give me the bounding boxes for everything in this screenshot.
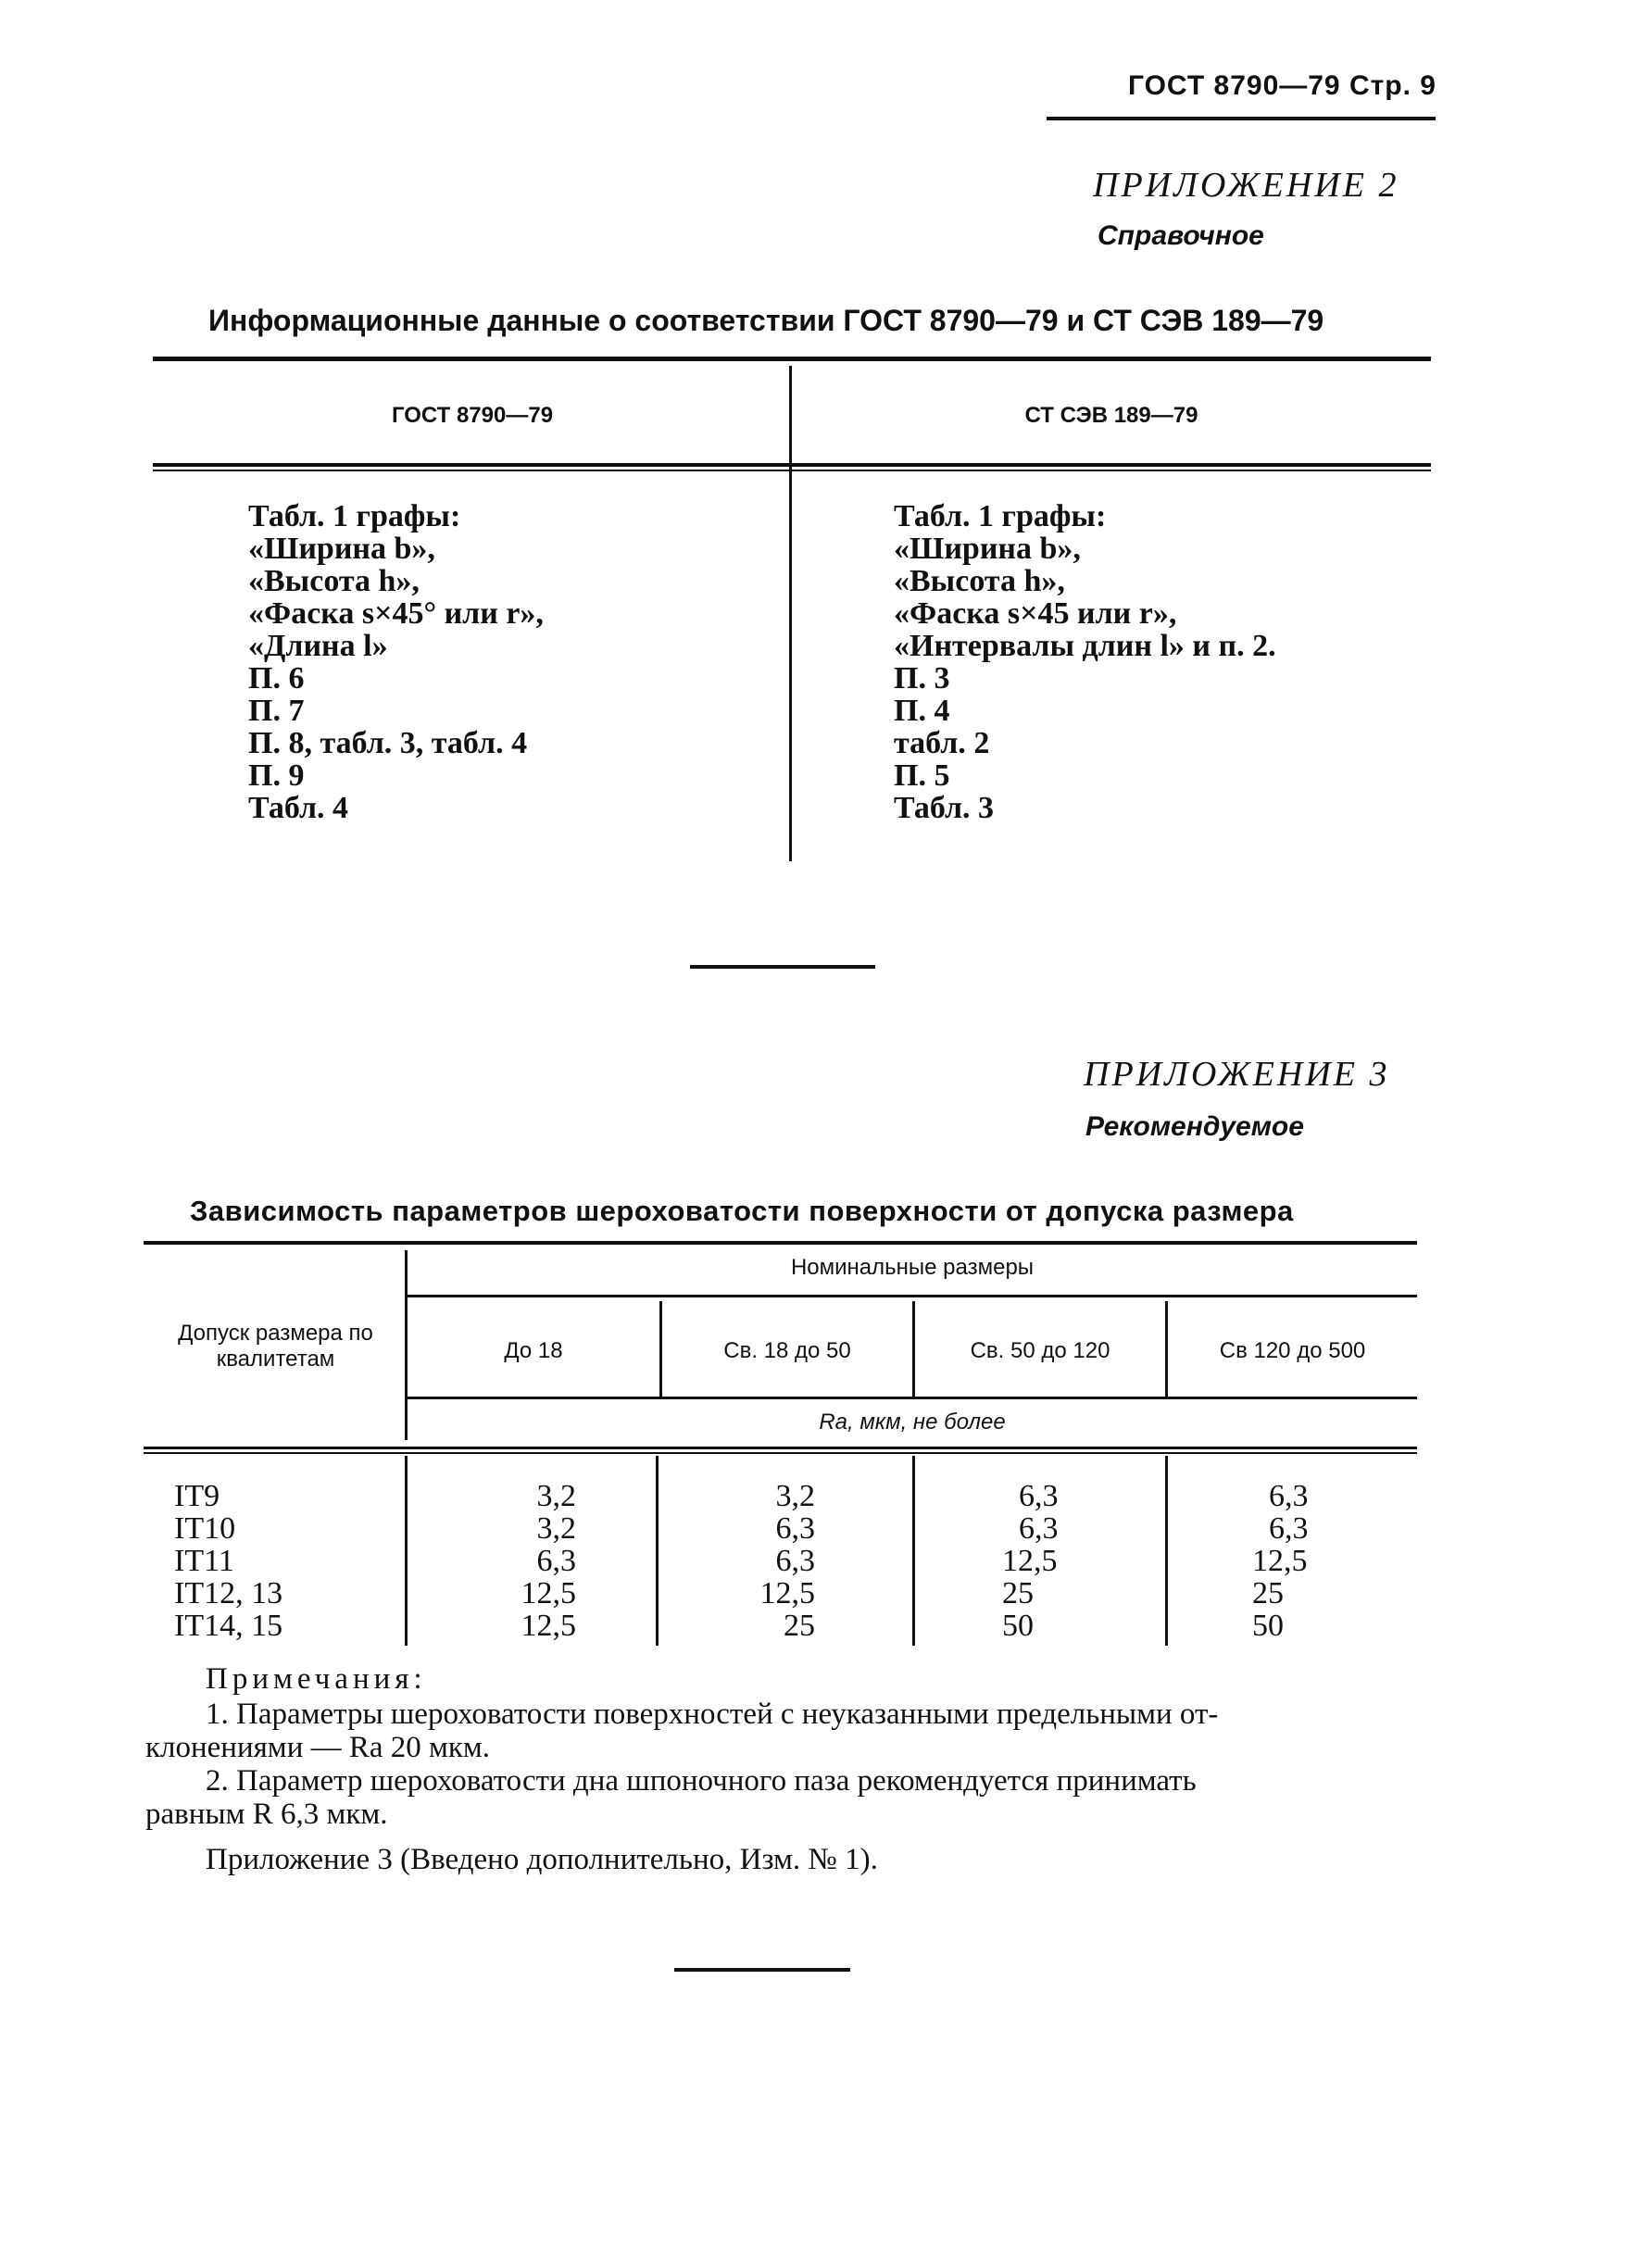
table-cell: 25 — [1252, 1576, 1284, 1610]
table2-col-1: Св. 18 до 50 — [723, 1338, 851, 1363]
header-rule — [1047, 117, 1436, 120]
table1-col-divider — [789, 366, 792, 861]
notes-title: Примечания: — [206, 1662, 427, 1696]
list-item: П. 6 — [248, 661, 305, 695]
table-cell: 12,5 — [1252, 1544, 1308, 1578]
table-cell: 25 — [1002, 1576, 1034, 1610]
list-item: П. 4 — [894, 694, 950, 728]
table2-col-2: Св. 50 до 120 — [970, 1338, 1110, 1363]
notes-body — [145, 1698, 1219, 1831]
note-line: 1. Параметры шероховатости поверхностей с неуказанными предельными от- — [206, 1698, 1219, 1731]
table1-head-rule-2 — [153, 470, 1431, 471]
appendix-3-status: Рекомендуемое — [1085, 1111, 1304, 1142]
table-cell: 6,3 — [775, 1511, 815, 1546]
table1-col-sev: СТ СЭВ 189—79 — [1024, 403, 1198, 428]
table2-body-rule-2 — [144, 1452, 1417, 1454]
list-item: П. 8, табл. 3, табл. 4 — [248, 726, 528, 760]
table2-body-divider — [405, 1456, 408, 1646]
appendix-3-footer: Приложение 3 (Введено дополнительно, Изм. № 1). — [206, 1843, 878, 1876]
list-item: Табл. 4 — [248, 791, 349, 825]
list-item: П. 3 — [894, 661, 950, 695]
table-cell: 12,5 — [759, 1576, 815, 1610]
table2-tol-col — [174, 1480, 282, 1642]
list-item: «Фаска s×45 или r», — [894, 596, 1177, 631]
list-item: П. 5 — [894, 758, 950, 793]
table2-unit-rule — [408, 1397, 1417, 1399]
list-item: П. 7 — [248, 694, 305, 728]
table1-head-rule — [153, 463, 1431, 467]
list-item: «Длина l» — [248, 629, 388, 663]
list-item: Табл. 3 — [894, 791, 995, 825]
table2-unit-row: Ra, мкм, не более — [819, 1410, 1006, 1435]
appendix-3-title: Зависимость параметров шероховатости поверхности от допуска размера — [190, 1195, 1294, 1227]
table2-body-rule — [144, 1447, 1417, 1449]
table-cell: 3,2 — [536, 1511, 576, 1546]
table2-body-divider — [912, 1456, 915, 1646]
list-item: Табл. 1 графы: — [248, 499, 461, 533]
note-line: клонениями — Ra 20 мкм. — [145, 1731, 491, 1764]
table1-right-list — [894, 500, 1276, 824]
table1-left-list — [248, 500, 544, 824]
list-item: «Высота h», — [248, 564, 420, 598]
section-separator — [690, 965, 875, 969]
page-header: ГОСТ 8790—79 Стр. 9 — [1127, 70, 1437, 101]
appendix-2-title: Информационные данные о соответствии ГОСТ 8790—79 и СТ СЭВ 189—79 — [208, 304, 1324, 337]
list-item: «Ширина b», — [894, 532, 1081, 566]
table-cell: IT10 — [174, 1511, 236, 1546]
table2-body-divider — [656, 1456, 659, 1646]
table-cell: IT9 — [174, 1479, 220, 1513]
table-cell: 6,3 — [775, 1544, 815, 1578]
table1-top-rule — [153, 357, 1431, 361]
table-cell: 6,3 — [1269, 1511, 1309, 1546]
table-cell: 6,3 — [1269, 1479, 1309, 1513]
table2-val-col-2 — [1002, 1480, 1059, 1642]
list-item: Табл. 1 графы: — [894, 499, 1107, 533]
table-cell: IT12, 13 — [174, 1576, 283, 1610]
table-cell: 12,5 — [521, 1576, 576, 1610]
list-item: «Фаска s×45° или r», — [248, 596, 544, 631]
table-cell: 6,3 — [536, 1544, 576, 1578]
table2-row-header: Допуск размера по квалитетам — [178, 1321, 373, 1372]
table2-group-header: Номинальные размеры — [790, 1255, 1035, 1280]
list-item: «Высота h», — [894, 564, 1065, 598]
table-cell: 6,3 — [1019, 1511, 1059, 1546]
table-cell: 12,5 — [1002, 1544, 1058, 1578]
note-line: равным R 6,3 мкм. — [145, 1798, 388, 1831]
list-item: «Ширина b», — [248, 532, 435, 566]
table-cell: IT11 — [174, 1544, 234, 1578]
list-item: табл. 2 — [894, 726, 990, 760]
appendix-3-label: ПРИЛОЖЕНИЕ 3 — [1084, 1055, 1390, 1094]
table-cell: 50 — [1252, 1609, 1284, 1643]
table2-val-col-1 — [741, 1480, 815, 1642]
appendix-2-status: Справочное — [1098, 220, 1264, 251]
table-cell: 3,2 — [775, 1479, 815, 1513]
list-item: «Интервалы длин l» и п. 2. — [894, 629, 1276, 663]
table2-val-col-3 — [1252, 1480, 1309, 1642]
table2-body-divider — [1165, 1456, 1168, 1646]
section-separator-bottom — [674, 1968, 850, 1972]
table2-top-rule — [144, 1241, 1417, 1245]
table2-group-rule — [408, 1295, 1417, 1297]
note-line: 2. Параметр шероховатости дна шпоночного паза рекомендуется принимать — [206, 1764, 1197, 1798]
table-cell: 3,2 — [536, 1479, 576, 1513]
table-cell: 50 — [1002, 1609, 1034, 1643]
table-cell: 25 — [784, 1609, 815, 1643]
table2-val-col-0 — [491, 1480, 576, 1642]
table1-col-gost: ГОСТ 8790—79 — [391, 403, 554, 428]
table-cell: IT14, 15 — [174, 1609, 283, 1643]
table-cell: 12,5 — [521, 1609, 576, 1643]
table2-col-0: До 18 — [504, 1338, 563, 1363]
table2-col-3: Св 120 до 500 — [1219, 1338, 1366, 1363]
table-cell: 6,3 — [1019, 1479, 1059, 1513]
list-item: П. 9 — [248, 758, 305, 793]
appendix-2-label: ПРИЛОЖЕНИЕ 2 — [1093, 166, 1399, 205]
